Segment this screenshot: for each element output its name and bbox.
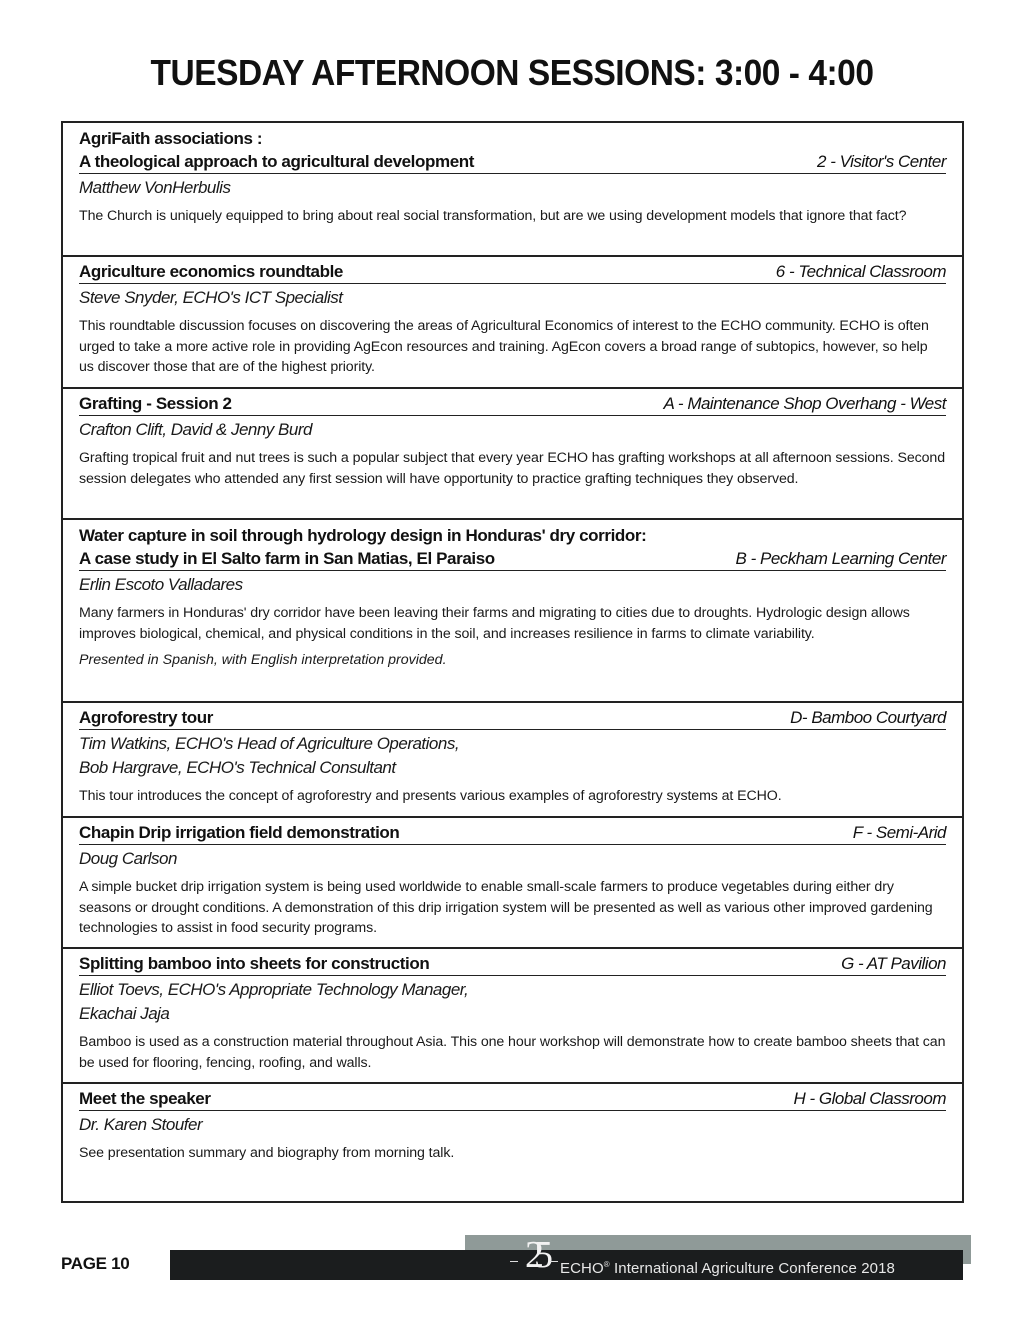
footer-conference-title: International Agriculture Conference 2018: [609, 1260, 895, 1277]
session-title: Agroforestry tour: [79, 708, 213, 727]
session-item: [63, 703, 962, 818]
session-room: D- Bamboo Courtyard: [790, 708, 946, 727]
session-title-row: [79, 393, 946, 416]
session-item: [63, 520, 962, 703]
session-title-row: [79, 822, 946, 845]
session-heading: Water capture in soil through hydrology design in Honduras' dry corridor:: [79, 526, 647, 545]
session-item: [63, 1084, 962, 1201]
session-description: This roundtable discussion focuses on discovering the areas of Agricultural Economics of interest to the ECHO community. ECHO is often urged to take a more active role in providing AgEcon resources and training. AgEcon covers a broad range of subtopics, however, so help us discover those that are of the highest priority.: [79, 318, 929, 375]
session-title: Agriculture economics roundtable: [79, 262, 343, 281]
session-room: 2 - Visitor's Center: [817, 152, 946, 171]
session-item: [63, 123, 962, 257]
footer-conference-name: [560, 1252, 895, 1278]
session-room: 6 - Technical Classroom: [775, 262, 946, 281]
session-room: H - Global Classroom: [793, 1089, 946, 1108]
page-title: TUESDAY AFTERNOON SESSIONS: 3:00 - 4:00: [150, 52, 874, 93]
session-description: See presentation summary and biography from morning talk.: [79, 1145, 455, 1161]
session-speaker: Crafton Clift, David & Jenny Burd: [79, 420, 312, 439]
session-description: Grafting tropical fruit and nut trees is such a popular subject that every year ECHO has grafting workshops at all afternoon sessions. Second session delegates who attended any first session will have opportunity to practice grafting techniques they observed.: [79, 450, 945, 487]
session-title-row: [79, 1088, 946, 1111]
session-title-row: [79, 261, 946, 284]
session-description: This tour introduces the concept of agroforestry and presents various examples of agroforestry systems at ECHO.: [79, 788, 782, 804]
session-title-row: [79, 151, 946, 174]
session-item: [63, 818, 962, 949]
session-heading: AgriFaith associations :: [79, 129, 263, 148]
session-speaker: Ekachai Jaja: [79, 1004, 170, 1023]
session-description: Bamboo is used as a construction material throughout Asia. This one hour workshop will demonstrate how to create bamboo sheets that can be used for flooring, fencing, roofing, and walls.: [79, 1034, 946, 1071]
session-title: Splitting bamboo into sheets for construction: [79, 954, 430, 973]
session-title-row: [79, 707, 946, 730]
session-room: B - Peckham Learning Center: [735, 549, 946, 568]
session-title: A case study in El Salto farm in San Matias, El Paraiso: [79, 549, 495, 568]
session-room: A - Maintenance Shop Overhang - West: [663, 394, 946, 413]
session-speaker: Dr. Karen Stoufer: [79, 1115, 203, 1134]
session-description: Many farmers in Honduras' dry corridor have been leaving their farms and migrating to cities due to droughts. Hydrologic design allows improves biological, chemical, and physical conditions in the soil, and increases resilience in farms to climate variability.: [79, 605, 910, 642]
registered-mark: ®: [603, 1260, 610, 1269]
session-title-row: [79, 953, 946, 976]
session-title: Meet the speaker: [79, 1089, 211, 1108]
anniversary-number: 25: [525, 1234, 543, 1276]
session-speaker: Tim Watkins, ECHO's Head of Agriculture Operations,: [79, 734, 460, 753]
page-number: PAGE 10: [61, 1254, 130, 1273]
footer-brand: ECHO: [560, 1260, 604, 1277]
session-item: [63, 257, 962, 389]
session-description: The Church is uniquely equipped to bring about real social transformation, but are we using development models that ignore that fact?: [79, 208, 907, 224]
session-speaker: Erlin Escoto Valladares: [79, 575, 243, 594]
session-item: [63, 389, 962, 520]
session-room: F - Semi-Arid: [852, 823, 946, 842]
session-speaker: Bob Hargrave, ECHO's Technical Consultant: [79, 758, 396, 777]
sessions-table: [61, 121, 964, 1203]
session-speaker: Elliot Toevs, ECHO's Appropriate Technology Manager,: [79, 980, 469, 999]
session-item: [63, 949, 962, 1084]
session-description: A simple bucket drip irrigation system is being used worldwide to enable small-scale farmers to produce vegetables during either dry seasons or drought conditions. A demonstration of this drip irrigation system will be presented as well as various other improved gardening technologies to assist in food security programs.: [79, 879, 933, 936]
session-title-row: [79, 548, 946, 571]
session-speaker: Steve Snyder, ECHO's ICT Specialist: [79, 288, 343, 307]
session-title: A theological approach to agricultural development: [79, 152, 474, 171]
anniversary-logo-icon: [516, 1232, 552, 1278]
session-title: Grafting - Session 2: [79, 394, 232, 413]
session-speaker: Doug Carlson: [79, 849, 177, 868]
session-language-note: Presented in Spanish, with English interpretation provided.: [79, 652, 447, 668]
session-speaker: Matthew VonHerbulis: [79, 178, 231, 197]
session-title: Chapin Drip irrigation field demonstration: [79, 823, 400, 842]
session-room: G - AT Pavilion: [841, 954, 946, 973]
